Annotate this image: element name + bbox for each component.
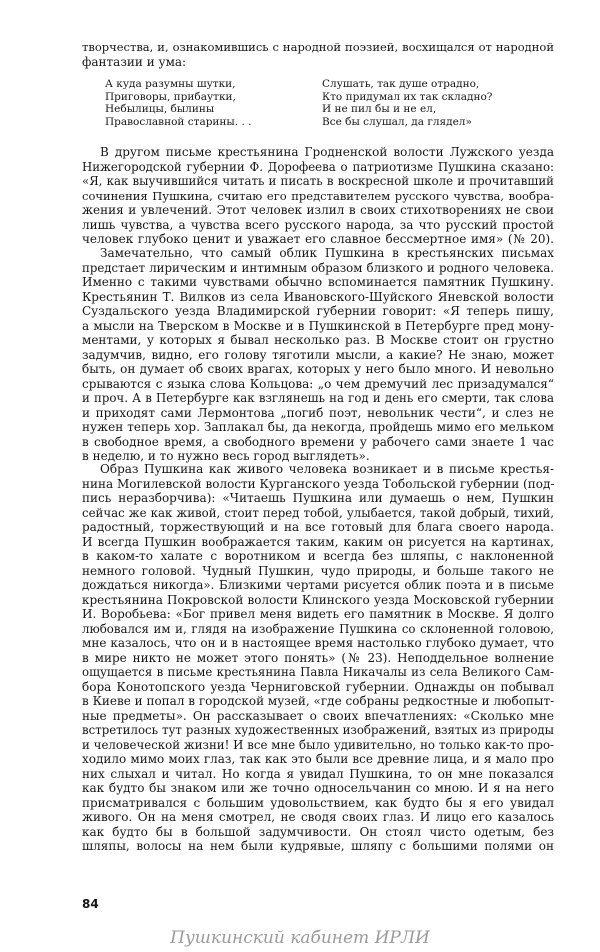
text-line: Именно с такими чувствами обычно вспоминается памятник Пушкину. bbox=[82, 275, 554, 289]
text-line: в неделю, и то нужно весь город выглядеть». bbox=[82, 449, 370, 463]
text-line: сейчас же как живой, стоит перед тобой, улыбается, такой добрый, тихий, bbox=[82, 505, 554, 520]
text-line: мне казалось, что он и в настоящее время настолько глубоко думает, что bbox=[82, 636, 554, 650]
text-line: встретилось тут разных художественных изображений, взятых из природы bbox=[82, 723, 554, 737]
text-line: творчества, и, ознакомившись с народной поэзией, восхищался от народной bbox=[82, 40, 554, 54]
text-line: нужен теперь хор. Заплакал бы, да некогда, пройдешь мимо его мельком bbox=[82, 420, 554, 434]
text-line: ощущается в письме крестьянина Павла Никачалы из села Великого Сам- bbox=[82, 665, 554, 679]
text-line: бора Конотопского уезда Черниговской губернии. Однажды он побывал bbox=[82, 679, 554, 694]
text-line: задумчив, видно, его голову тяготили мысли, а какие? Не знаю, может bbox=[82, 347, 554, 362]
text-line: срываются с языка слова Кольцова: „о чем дремучий лес призадумался“ bbox=[82, 376, 554, 391]
text-line: в мире никто не может этого понять» (№ 23). Неподдельное волнение bbox=[82, 650, 554, 665]
text-line: В другом письме крестьянина Гродненской волости Лужского уезда bbox=[100, 145, 554, 159]
text-line: в каком-то халате с воротником и всегда без шляпы, с наклоненной bbox=[82, 549, 554, 563]
poem-line: Православной старины. . . bbox=[105, 115, 252, 128]
poem-line: И не пил бы и не ел, bbox=[322, 103, 437, 116]
text-line: крестьянина Покровской волости Клинского уезда Московской губернии bbox=[82, 592, 554, 607]
text-line: фантазии и ума: bbox=[82, 54, 187, 69]
text-line: быть, он думает об своих врагах, которых у него было много. И невольно bbox=[82, 362, 554, 376]
text-line: Нижегородской губернии Ф. Дорофеева о патриотизме Пушкина сказано: bbox=[82, 159, 554, 174]
page-number: 84 bbox=[82, 897, 99, 911]
text-line: а мысли на Тверском в Москве и в Пушкинской в Петербурге пред мону- bbox=[82, 318, 554, 333]
paragraph-dorofeev bbox=[82, 145, 554, 247]
paragraph-image bbox=[82, 462, 554, 854]
poem-left-column bbox=[105, 78, 251, 128]
text-line: шляпы, волосы на нем были кудрявые, шляпу с большими полями он bbox=[82, 839, 554, 853]
poem-line: Приговоры, прибаутки, bbox=[105, 90, 236, 103]
text-line: И. Воробьева: «Бог привел меня видеть его памятник в Москве. Я долго bbox=[82, 607, 554, 621]
text-line: ные предметы». Он рассказывает о своих впечатлениях: «Сколько мне bbox=[82, 708, 554, 723]
text-line: ментами, у которых я бывал несколько раз. В Москве стоит он грустно bbox=[82, 333, 554, 347]
text-line: как будто бы знаком или же точно односельчанин со мною. И я на него bbox=[82, 781, 554, 795]
poem-line: Небылицы, былины bbox=[105, 103, 215, 116]
text-line: и человеческой жизни! И все мне было удивительно, но только как-то про- bbox=[82, 737, 554, 752]
text-line: пись неразборчива): «Читаешь Пушкина или думаешь о нем, Пушкин bbox=[82, 491, 554, 505]
text-line: Суздальского уезда Владимирской губернии говорит: «Я теперь пишу, bbox=[82, 304, 554, 318]
text-line: лишь чувства, а чувства всего русского народа, за что русский простой bbox=[82, 217, 554, 232]
poem-line: Все бы слушал, да глядел» bbox=[322, 115, 472, 128]
poem-line: Кто придумал их так складно? bbox=[322, 90, 493, 103]
text-line: как будто бы в большой задумчивости. Он стоял чисто одетым, без bbox=[82, 824, 554, 839]
text-line: Крестьянин Т. Вилков из села Ивановского-Шуйского Яневской волости bbox=[82, 289, 554, 304]
poem-line: Слушать, так душе отрадно, bbox=[322, 78, 480, 90]
text-line: немного головой. Чудный Пушкин, чудо природы, и больше такого не bbox=[82, 563, 554, 578]
text-line: них слыхал и читал. Но когда я увидал Пушкина, то он мне показался bbox=[82, 766, 554, 781]
text-line: «Я, как выучившийся читать и писать в воскресной школе и прочитавший bbox=[82, 174, 554, 188]
text-line: любовался им и, глядя на изображение Пушкина со склоненной головою, bbox=[82, 621, 554, 636]
text-line: присматривался с большим удовольствием, как будто бы я его увидал bbox=[82, 795, 554, 810]
text-line: дождаться никогда». Близкими чертами рисуется облик поэта и в письме bbox=[82, 578, 554, 592]
text-line: в свободное время, а свободного времени у рабочего сами знаете 1 час bbox=[82, 434, 554, 449]
text-line: предстает лирическим и интимным образом близкого и родного человека. bbox=[82, 260, 554, 275]
paragraph-vilkov bbox=[82, 246, 554, 464]
text-line: нина Могилевской волости Курганского уезда Тобольской губернии (под- bbox=[82, 476, 555, 491]
text-line: жения и увлечений. Этот человек излил в своих стихотворениях не свои bbox=[82, 203, 554, 217]
text-line: Образ Пушкина как живого человека возникает и в письме крестья- bbox=[100, 462, 554, 476]
poem-line: А куда разумны шутки, bbox=[105, 78, 236, 90]
text-line: Замечательно, что самый облик Пушкина в крестьянских письмах bbox=[100, 246, 554, 260]
text-line: ходило мимо моих глаз, так как это были все древние лица, и я мало про bbox=[82, 752, 554, 766]
text-line: человек глубоко ценит и уважает его славное бессмертное имя» (№ 20). bbox=[82, 232, 554, 246]
poem-right-column bbox=[322, 78, 492, 128]
text-line: сочинения Пушкина, считаю его представителем русского чувства, вообра- bbox=[82, 188, 554, 203]
intro-paragraph bbox=[82, 40, 554, 69]
text-line: и приходят сами Лермонтова „погиб поэт, невольник чести“, и слез не bbox=[82, 405, 554, 420]
text-line: радостный, торжествующий и на все готовый для блага своего народа. bbox=[82, 520, 554, 534]
library-watermark: Пушкинский кабинет ИРЛИ bbox=[170, 928, 430, 948]
text-line: живого. Он на меня смотрел, не сводя своих глаз. И лицо его казалось bbox=[82, 810, 554, 824]
text-line: И всегда Пушкин воображается таким, каким он рисуется на картинах, bbox=[82, 534, 554, 549]
text-line: и проч. А в Петербурге как взглянешь на год и день его смерти, так слова bbox=[82, 391, 554, 405]
text-line: в Киеве и попал в городской музей, «где собраны редкостные и любопыт- bbox=[82, 694, 555, 708]
